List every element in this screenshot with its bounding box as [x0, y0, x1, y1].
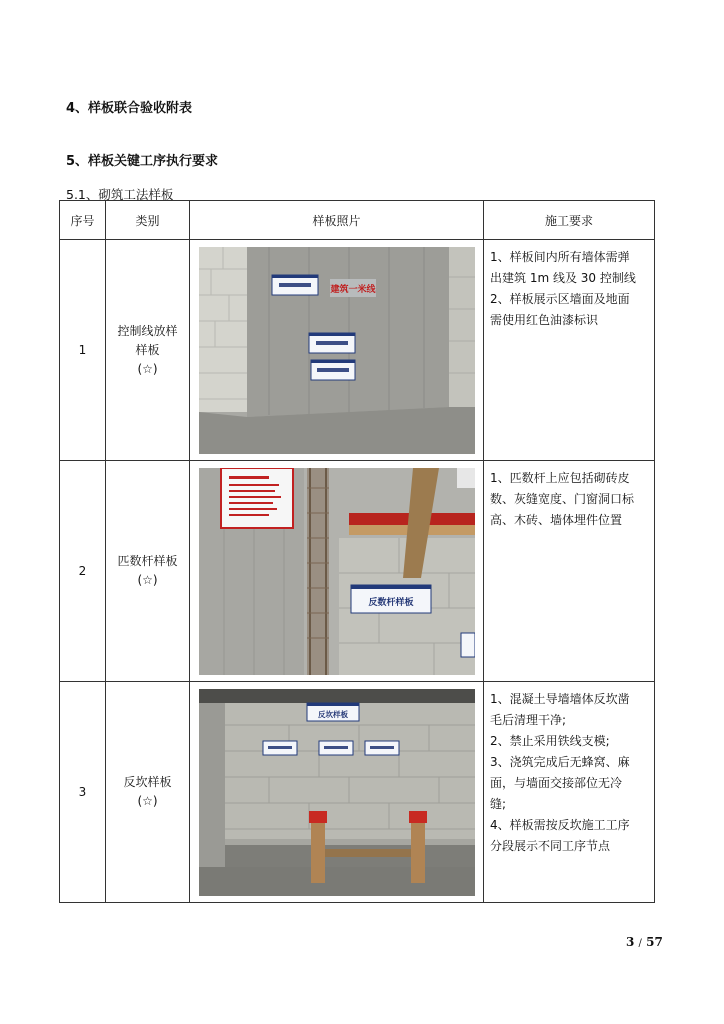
- row-requirements: [484, 461, 655, 682]
- red-mark-text: 建筑一米线: [329, 284, 376, 295]
- requirement-line: 2、样板展示区墙面及地面: [490, 292, 630, 306]
- subsection-5-1-heading: 5.1、砌筑工法样板: [66, 187, 174, 202]
- requirement-line: 1、匹数杆上应包括砌砖皮: [490, 471, 630, 485]
- requirement-line: 毛后清理干净;: [490, 713, 567, 727]
- table-header-row: [60, 201, 655, 240]
- category-line: 样板: [135, 342, 160, 357]
- section-5-heading: 5、样板关键工序执行要求: [66, 154, 219, 169]
- requirement-line: 需使用红色油漆标识: [490, 313, 599, 327]
- row-number: 2: [60, 461, 106, 682]
- row-number: 3: [60, 682, 106, 903]
- row-category: [106, 682, 190, 903]
- category-line: (☆): [137, 794, 158, 808]
- total-pages: 57: [646, 935, 663, 949]
- row-photo-cell: [190, 461, 484, 682]
- header-no: 序号: [60, 201, 106, 240]
- row-requirements: [484, 240, 655, 461]
- photo-sign-text: 反坎样板: [317, 709, 348, 719]
- requirement-line: 3、浇筑完成后无蜂窝、麻: [490, 755, 630, 769]
- category-line: 控制线放样: [117, 323, 178, 338]
- table-row: [60, 682, 655, 903]
- header-requirements: 施工要求: [484, 201, 655, 240]
- row-category: [106, 240, 190, 461]
- row-photo-cell: [190, 682, 484, 903]
- control-line-sample-photo: [199, 247, 475, 454]
- section-4-heading: 4、样板联合验收附表: [66, 101, 193, 116]
- page-number: [626, 935, 663, 949]
- category-line: 匹数杆样板: [117, 554, 178, 568]
- requirement-line: 面，与墙面交接部位无冷: [490, 776, 623, 790]
- requirement-line: 数、灰缝宽度、门窗洞口标: [490, 492, 635, 506]
- photo-sign-text: 反数杆样板: [367, 597, 414, 608]
- row-number: 1: [60, 240, 106, 461]
- row-photo-cell: [190, 240, 484, 461]
- course-pole-sample-photo: [199, 468, 475, 675]
- header-category: 类别: [106, 201, 190, 240]
- requirement-line: 1、混凝土导墙墙体反坎凿: [490, 692, 630, 706]
- category-line: 反坎样板: [123, 775, 172, 789]
- curb-sample-photo: [199, 689, 475, 896]
- requirement-line: 2、禁止采用铁线支模;: [490, 734, 610, 748]
- requirement-line: 分段展示不同工序节点: [490, 839, 611, 853]
- row-category: [106, 461, 190, 682]
- page-separator: /: [638, 938, 642, 949]
- requirement-line: 4、样板需按反坎施工工序: [490, 818, 630, 832]
- row-requirements: [484, 682, 655, 903]
- table-row: [60, 461, 655, 682]
- requirement-line: 1、样板间内所有墙体需弹: [490, 250, 630, 264]
- masonry-sample-table: [59, 200, 655, 903]
- category-line: (☆): [137, 361, 158, 376]
- table-row: [60, 240, 655, 461]
- category-line: (☆): [137, 573, 158, 587]
- requirement-line: 出建筑 1m 线及 30 控制线: [490, 271, 636, 285]
- requirement-line: 缝;: [490, 797, 507, 811]
- requirement-line: 高、木砖、墙体埋件位置: [490, 513, 623, 527]
- current-page: 3: [626, 935, 635, 949]
- header-photo: 样板照片: [190, 201, 484, 240]
